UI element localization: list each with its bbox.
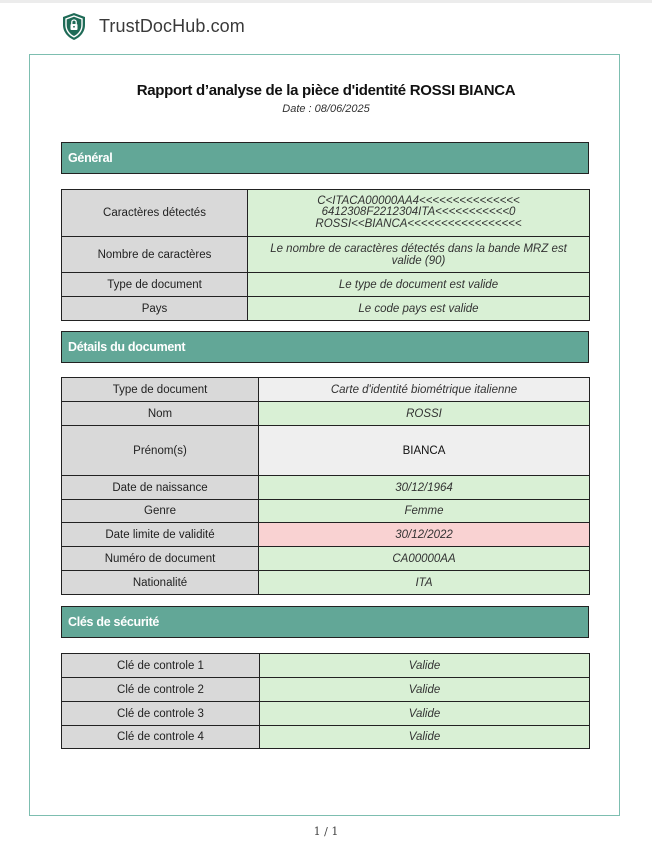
table-row: [62, 726, 590, 749]
row-value: Carte d'identité biométrique italienne: [259, 378, 590, 402]
section-header-general: Général: [61, 142, 589, 174]
row-label: Nationalité: [62, 571, 259, 595]
row-label: Type de document: [62, 273, 248, 297]
row-label: Type de document: [62, 378, 259, 402]
mrz-line-2: 6412308F2212304ITA<<<<<<<<<<<0: [321, 206, 516, 219]
row-label: Clé de controle 4: [62, 726, 260, 749]
row-value: Valide: [260, 702, 590, 726]
row-value: Valide: [260, 726, 590, 749]
row-label: Numéro de document: [62, 547, 259, 571]
row-label: Pays: [62, 297, 248, 321]
top-border: [0, 0, 652, 3]
row-value: ROSSI: [259, 402, 590, 426]
row-value: 30/12/1964: [259, 476, 590, 500]
table-row: [62, 500, 590, 523]
table-row: [62, 654, 590, 678]
row-value: Valide: [260, 654, 590, 678]
section-header-details: Détails du document: [61, 331, 589, 363]
row-value: Le code pays est valide: [248, 297, 590, 321]
row-label: Nom: [62, 402, 259, 426]
row-label: Date limite de validité: [62, 523, 259, 547]
brand-header[interactable]: [61, 12, 245, 41]
table-row: [62, 547, 590, 571]
brand-name: TrustDocHub.com: [99, 16, 245, 36]
row-value: ITA: [259, 571, 590, 595]
table-row: [62, 190, 590, 237]
report-title: Rapport d’analyse de la pièce d'identité ROSSI BIANCA: [136, 82, 516, 99]
table-row: [62, 523, 590, 547]
table-row: [62, 702, 590, 726]
section-header-security: Clés de sécurité: [61, 606, 589, 638]
shield-lock-icon: [61, 12, 87, 41]
table-row: [62, 297, 590, 321]
report-date: Date : 08/06/2025: [282, 103, 370, 115]
row-value: Valide: [260, 678, 590, 702]
details-table: [61, 377, 590, 595]
row-value: Femme: [259, 500, 590, 523]
mrz-line-1: C<ITACA00000AA4<<<<<<<<<<<<<<<: [317, 194, 520, 207]
mrz-value: [248, 190, 590, 237]
row-value: Le type de document est valide: [248, 273, 590, 297]
general-table: [61, 189, 590, 321]
row-label: Caractères détectés: [62, 190, 248, 237]
table-row: [62, 678, 590, 702]
table-row: [62, 402, 590, 426]
row-value: Le nombre de caractères détectés dans la bande MRZ est valide (90): [248, 237, 590, 273]
row-label: Prénom(s): [62, 426, 259, 476]
table-row: [62, 426, 590, 476]
row-label: Nombre de caractères: [62, 237, 248, 273]
page-number: 1 / 1: [313, 825, 339, 838]
table-row: [62, 476, 590, 500]
row-label: Genre: [62, 500, 259, 523]
security-table: [61, 653, 590, 749]
row-label: Clé de controle 3: [62, 702, 260, 726]
table-row: [62, 273, 590, 297]
table-row: [62, 237, 590, 273]
table-row: [62, 571, 590, 595]
row-value: 30/12/2022: [259, 523, 590, 547]
row-label: Clé de controle 1: [62, 654, 260, 678]
row-label: Clé de controle 2: [62, 678, 260, 702]
row-value: CA00000AA: [259, 547, 590, 571]
row-value: BIANCA: [259, 426, 590, 476]
row-label: Date de naissance: [62, 476, 259, 500]
table-row: [62, 378, 590, 402]
mrz-line-3: ROSSI<<BIANCA<<<<<<<<<<<<<<<<<: [315, 217, 522, 230]
